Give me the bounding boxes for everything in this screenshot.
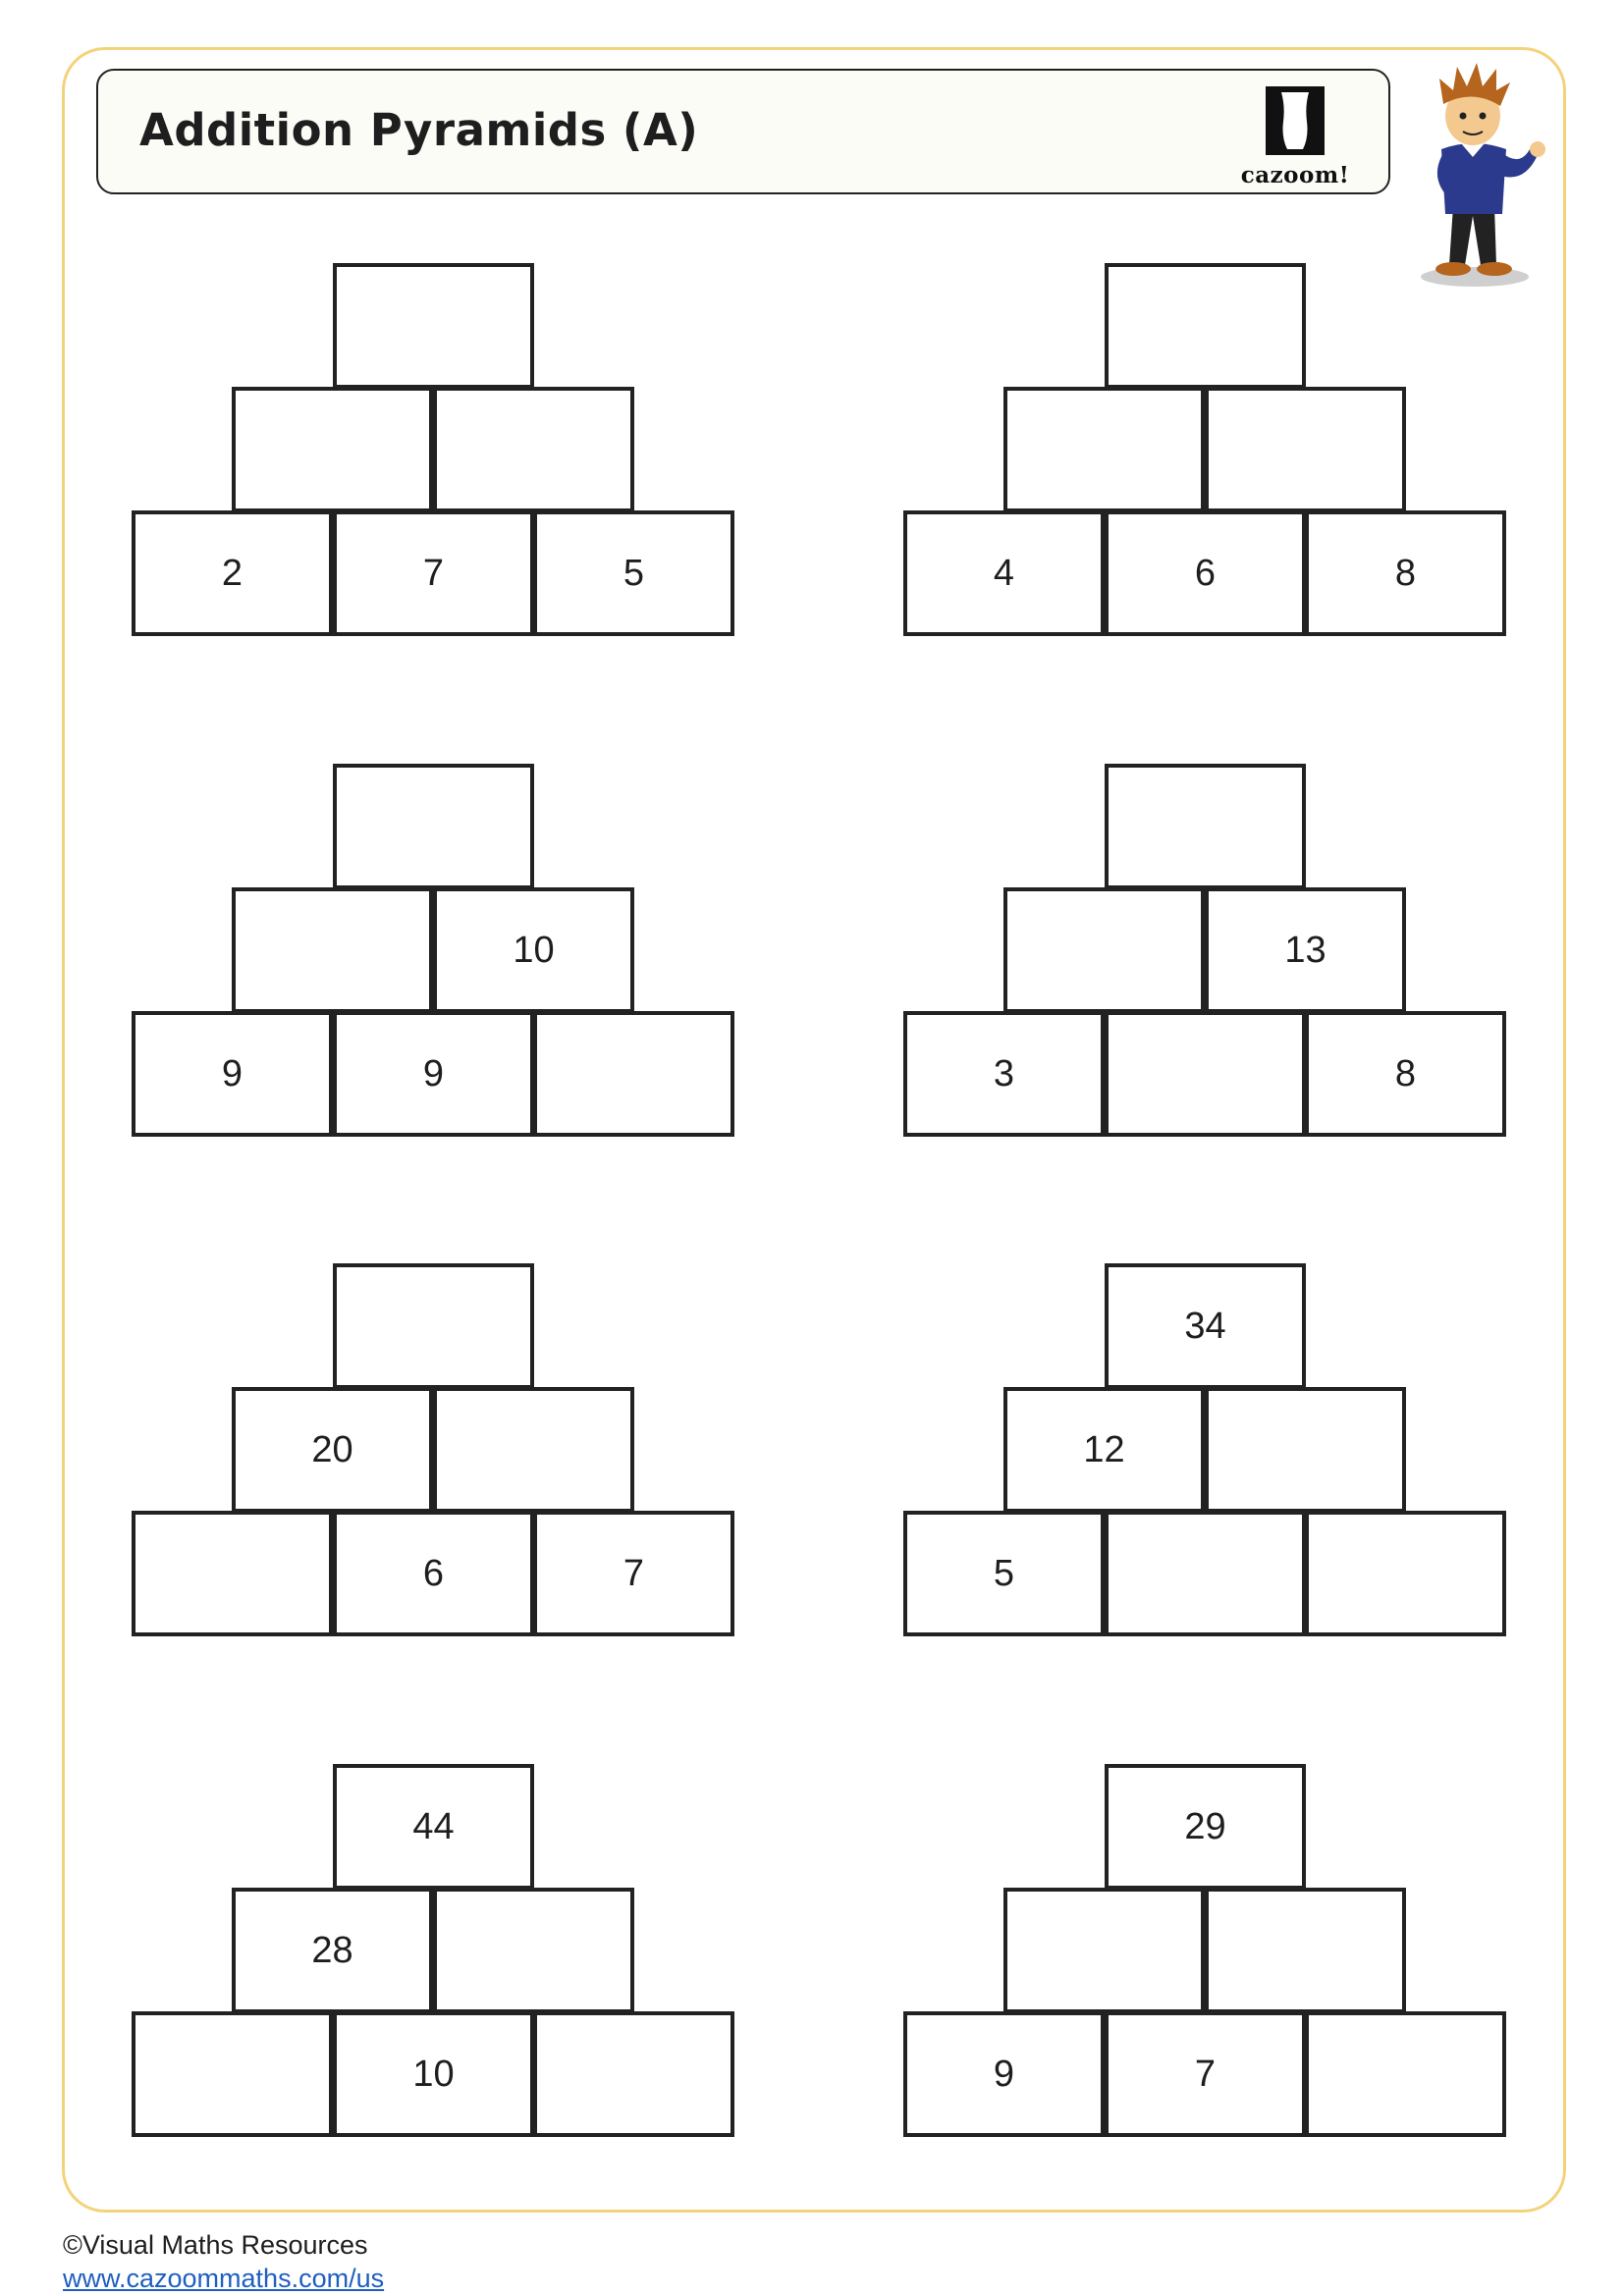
pyramid-cell-middle-left[interactable] — [232, 387, 433, 512]
title-banner — [96, 69, 1390, 194]
cazoom-logo — [1237, 86, 1353, 188]
pyramid-cell-bottom-center[interactable]: 7 — [1105, 2011, 1306, 2137]
pyramid-cell-bottom-right[interactable]: 7 — [533, 1511, 734, 1636]
mascot-boy-icon — [1404, 59, 1551, 290]
pyramid-cell-top[interactable]: 44 — [333, 1764, 534, 1890]
pyramid-cell-bottom-center[interactable]: 9 — [333, 1011, 534, 1137]
pyramid-cell-middle-right[interactable]: 10 — [433, 887, 634, 1013]
pyramid-cell-bottom-left[interactable] — [132, 2011, 333, 2137]
pyramid-8 — [903, 1764, 1508, 2139]
pyramid-cell-middle-right[interactable] — [1205, 1387, 1406, 1513]
pyramid-cell-bottom-center[interactable] — [1105, 1511, 1306, 1636]
pyramid-cell-top[interactable] — [333, 1263, 534, 1389]
pyramid-cell-bottom-right[interactable] — [1305, 1511, 1506, 1636]
pyramid-cell-top[interactable] — [333, 263, 534, 389]
pyramid-cell-bottom-right[interactable] — [1305, 2011, 1506, 2137]
pyramid-cell-middle-left[interactable] — [232, 887, 433, 1013]
pyramid-cell-bottom-right[interactable]: 8 — [1305, 1011, 1506, 1137]
pyramid-cell-bottom-center[interactable] — [1105, 1011, 1306, 1137]
pyramid-cell-middle-right[interactable]: 13 — [1205, 887, 1406, 1013]
website-link[interactable]: www.cazoommaths.com/us — [63, 2264, 385, 2293]
pyramid-cell-top[interactable] — [333, 764, 534, 889]
logo-text: cazoom! — [1240, 162, 1350, 188]
pyramid-cell-middle-left[interactable]: 20 — [232, 1387, 433, 1513]
pyramid-cell-bottom-left[interactable]: 2 — [132, 510, 333, 636]
pyramid-cell-middle-right[interactable] — [433, 1888, 634, 2013]
pyramid-cell-top[interactable]: 34 — [1105, 1263, 1306, 1389]
pyramid-cell-middle-right[interactable] — [1205, 1888, 1406, 2013]
pyramid-cell-middle-right[interactable] — [433, 387, 634, 512]
pyramid-cell-top[interactable] — [1105, 263, 1306, 389]
pyramid-cell-top[interactable]: 29 — [1105, 1764, 1306, 1890]
pyramid-cell-bottom-center[interactable]: 6 — [1105, 510, 1306, 636]
pyramid-cell-bottom-left[interactable] — [132, 1511, 333, 1636]
pyramid-cell-middle-left[interactable]: 12 — [1003, 1387, 1205, 1513]
pyramid-1 — [132, 263, 736, 638]
pyramid-cell-bottom-left[interactable]: 9 — [903, 2011, 1105, 2137]
pyramid-cell-middle-right[interactable] — [1205, 387, 1406, 512]
pyramid-3 — [132, 764, 736, 1139]
copyright-text: ©Visual Maths Resources — [63, 2230, 368, 2260]
pyramid-cell-bottom-right[interactable] — [533, 2011, 734, 2137]
pyramid-cell-middle-left[interactable] — [1003, 1888, 1205, 2013]
pyramid-cell-bottom-right[interactable]: 5 — [533, 510, 734, 636]
pyramid-cell-bottom-right[interactable] — [533, 1011, 734, 1137]
footer — [63, 2228, 384, 2295]
pyramid-cell-middle-left[interactable] — [1003, 387, 1205, 512]
worksheet-title: Addition Pyramids (A) — [139, 104, 699, 156]
pyramid-2 — [903, 263, 1508, 638]
pyramid-4 — [903, 764, 1508, 1139]
pyramid-cell-bottom-center[interactable]: 7 — [333, 510, 534, 636]
cazoom-logo-icon — [1266, 86, 1325, 155]
pyramid-cell-bottom-left[interactable]: 3 — [903, 1011, 1105, 1137]
pyramid-cell-bottom-left[interactable]: 5 — [903, 1511, 1105, 1636]
pyramid-6 — [903, 1263, 1508, 1638]
pyramid-cell-middle-left[interactable]: 28 — [232, 1888, 433, 2013]
pyramid-cell-middle-right[interactable] — [433, 1387, 634, 1513]
pyramid-cell-middle-left[interactable] — [1003, 887, 1205, 1013]
pyramid-cell-bottom-right[interactable]: 8 — [1305, 510, 1506, 636]
pyramid-cell-bottom-center[interactable]: 6 — [333, 1511, 534, 1636]
pyramid-cell-bottom-left[interactable]: 4 — [903, 510, 1105, 636]
pyramid-5 — [132, 1263, 736, 1638]
pyramid-cell-bottom-left[interactable]: 9 — [132, 1011, 333, 1137]
pyramid-cell-bottom-center[interactable]: 10 — [333, 2011, 534, 2137]
pyramid-7 — [132, 1764, 736, 2139]
pyramid-cell-top[interactable] — [1105, 764, 1306, 889]
